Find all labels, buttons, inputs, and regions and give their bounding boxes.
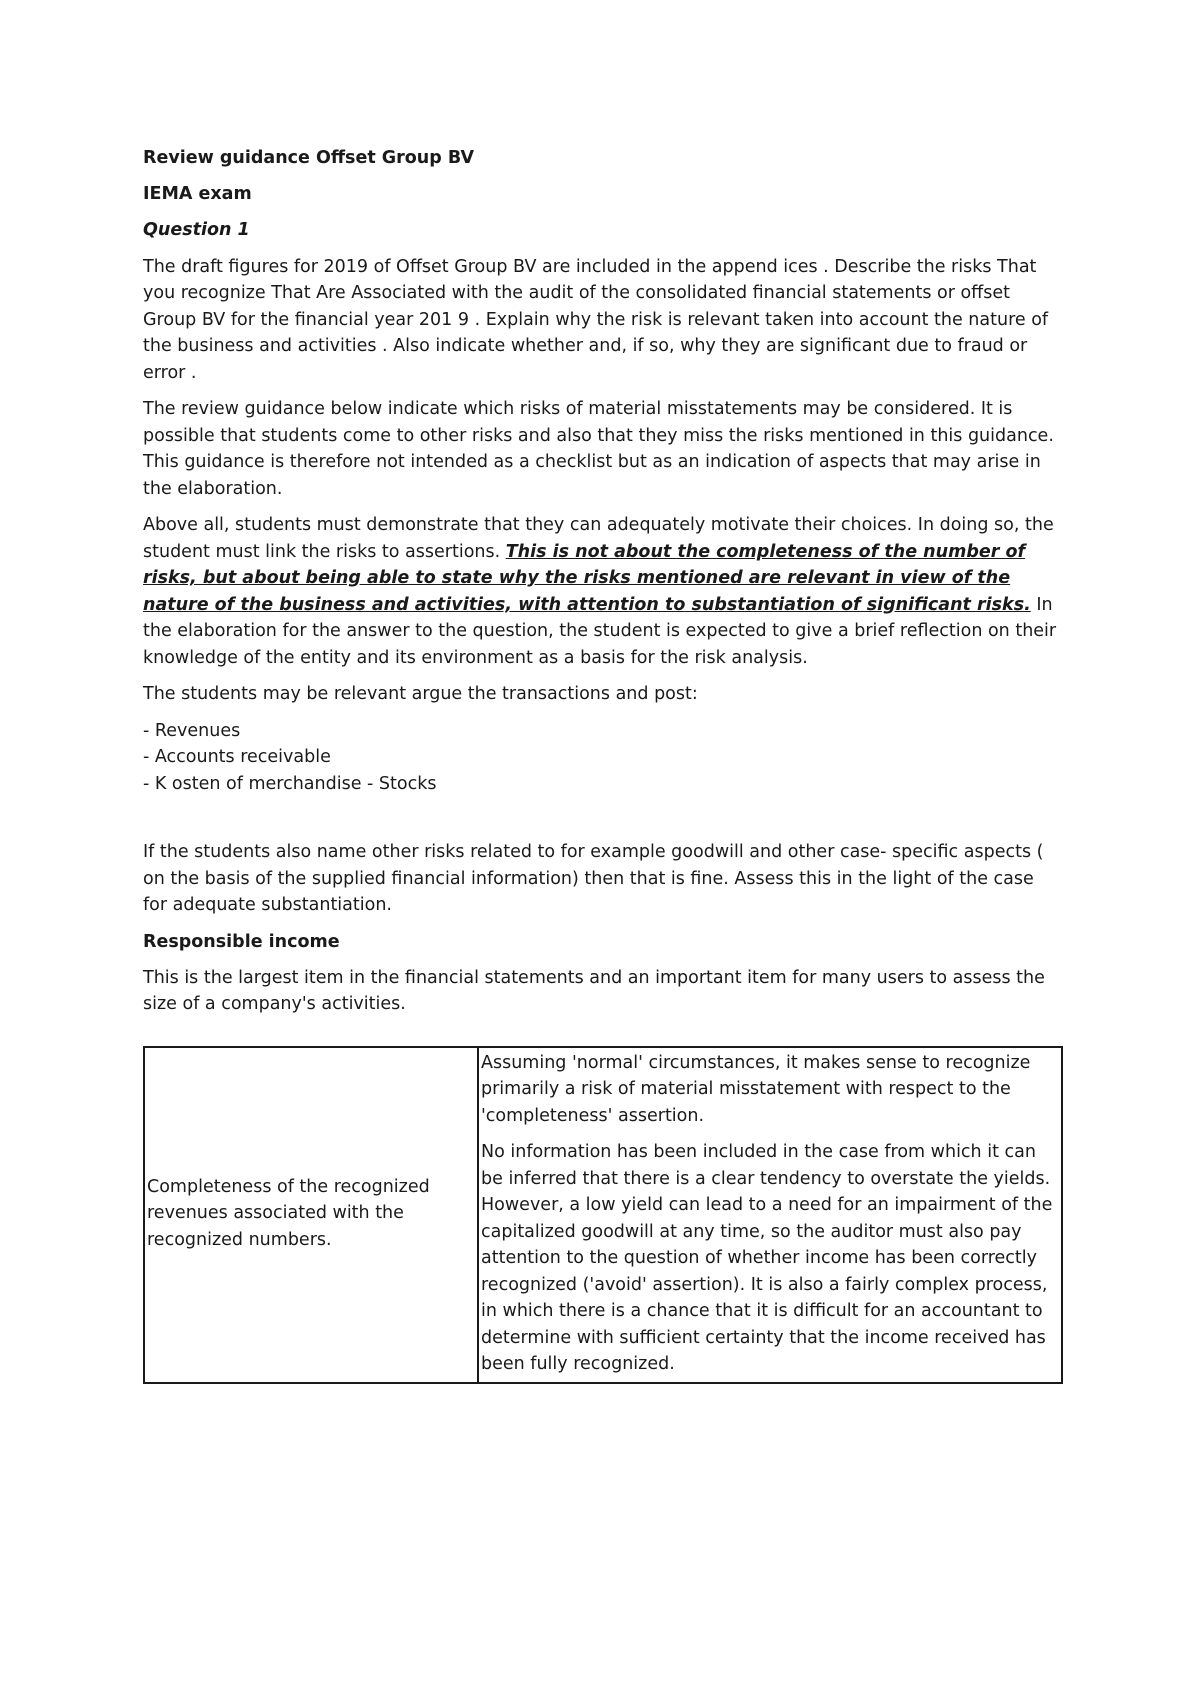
motivation-text-after: In the elaboration for the answer to the question, the student is expected to give a brief reflection on their knowledge of the entity and its environment as a basis for the risk analysis. [143, 594, 1057, 668]
spacer [143, 797, 1063, 839]
list-item: - Accounts receivable [143, 747, 331, 767]
list-item: - Revenues [143, 720, 241, 741]
transactions-list [143, 718, 1063, 798]
section-paragraph: This is the largest item in the financial statements and an important item for many users to assess the size of a company's activities. [143, 967, 1045, 1014]
table-row [144, 1047, 1062, 1383]
document-page [143, 145, 1063, 1384]
risk-detail-paragraph: Assuming 'normal' circumstances, it makes sense to recognize primarily a risk of material misstatement with respect to the 'completeness' assertion. [481, 1052, 1031, 1126]
other-risks-paragraph: If the students also name other risks related to for example goodwill and other case- specific aspects ( on the basis of the supplied financial information) then that is fine. Assess this in the light of the case for adequate substantiation. [143, 842, 1044, 915]
risk-cell: Completeness of the recognized revenues associated with the recognized numbers. [144, 1047, 478, 1383]
list-item: - K osten of merchandise - Stocks [143, 773, 437, 794]
risk-detail-cell [478, 1047, 1062, 1383]
question-heading: Question 1 [143, 220, 250, 240]
section-heading: Responsible income [143, 931, 340, 952]
document-subtitle: IEMA exam [143, 184, 252, 204]
document-title: Review guidance Offset Group BV [143, 148, 475, 168]
question-text: The draft figures for 2019 of Offset Group BV are included in the append ices . Describe the risks That you recognize That Are Associated with the audit of the consolidated financial statements or offset Group BV for the financial year 201 9 . Explain why the risk is relevant taken into account the nature of the business and activities . Also indicate whether and, if so, why they are significant due to fraud or error . [143, 256, 1049, 383]
motivation-text-before: Above all, students must demonstrate that they can adequately motivate their choices. In doing so, the student must link the risks to assertions. [143, 515, 1054, 562]
risk-table [143, 1046, 1063, 1384]
motivation-paragraph [143, 512, 1063, 671]
motivation-emphasis: This is not about the completeness of the number of risks, but about being able to state why the risks mentioned are relevant in view of the nature of the business and activities, with attention to substantiation of significant risks. [143, 541, 1031, 615]
risk-detail-paragraph: No information has been included in the case from which it can be inferred that there is a clear tendency to overstate the yields. However, a low yield can lead to a need for an impairment of the capitalized goodwill at any time, so the auditor must also pay attention to the question of whether income has been correctly recognized ('avoid' assertion). It is also a fairly complex process, in which there is a chance that it is difficult for an accountant to determine with sufficient certainty that the income received has been fully recognized. [481, 1142, 1053, 1374]
transactions-intro: The students may be relevant argue the transactions and post: [143, 684, 698, 704]
guidance-paragraph: The review guidance below indicate which risks of material misstatements may be considered. It is possible that students come to other risks and also that they miss the risks mentioned in this guidance. This guidance is therefore not intended as a checklist but as an indication of aspects that may arise in the elaboration. [143, 399, 1054, 499]
